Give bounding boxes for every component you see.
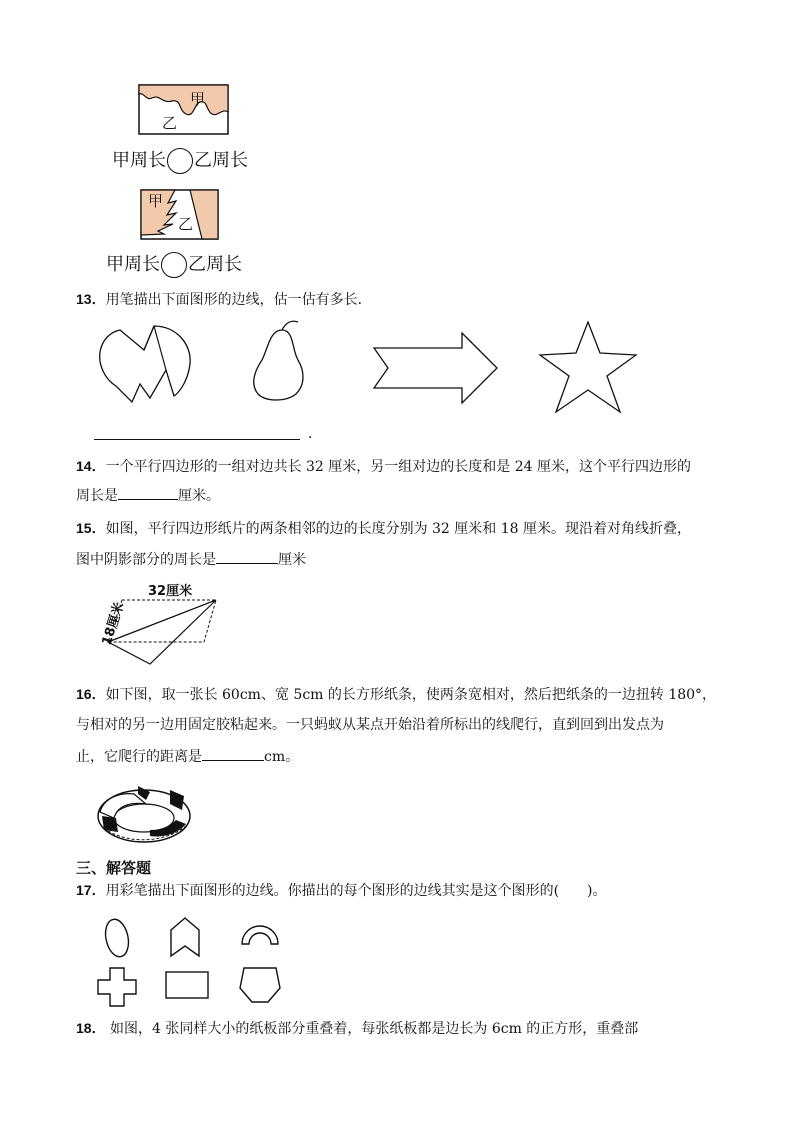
leaf-in-circle-shape: [94, 322, 198, 406]
question-16-line2: 与相对的另一边用固定胶粘起来。一只蚂蚁从某点开始沿着所标出的线爬行，直到回到出发点为: [76, 717, 664, 733]
pear-shape: [246, 318, 310, 402]
q14-line2-pre: 周长是: [76, 488, 118, 504]
mobius-strip-figure: [94, 778, 198, 848]
pentagon-shape: [238, 964, 282, 1004]
question-14-line2: [76, 485, 220, 506]
question-18: [76, 1018, 638, 1039]
question-15-line1: [76, 518, 691, 539]
q15-line1: 如图，平行四边形纸片的两条相邻的边的长度分别为 32 厘米和 18 厘米。现沿着对角线折叠，: [105, 521, 692, 537]
question-16-line3: [76, 746, 299, 767]
compare2-right: 乙周长: [188, 254, 242, 275]
compare2-circle[interactable]: [161, 252, 187, 278]
q16-line1: 如下图，取一张长 60cm、宽 5cm 的长方形纸条，使两条宽相对，然后把纸条的一边扭转 180°，: [105, 687, 717, 703]
q13-answer-line[interactable]: [94, 439, 300, 440]
question-16-line1: [76, 684, 716, 705]
question-13: [76, 289, 372, 310]
cross-shape: [96, 966, 138, 1008]
q18-number: 18．: [76, 1020, 106, 1036]
q13-text: 用笔描出下面图形的边线，估一估有多长．: [105, 292, 372, 308]
arrow-shape: [370, 330, 500, 406]
q15-answer-blank[interactable]: [216, 549, 278, 564]
figure-jia-yi-zigzag: [140, 189, 220, 241]
question-15-line2: [76, 549, 306, 570]
q14-number: 14．: [76, 458, 106, 474]
q17-text: 用彩笔描出下面图形的边线。你描出的每个图形的边线其实是这个图形的( )。: [105, 883, 607, 899]
fig1-label-jia: 甲: [190, 90, 206, 108]
compare1-circle[interactable]: [167, 148, 193, 174]
oval-shape: [102, 916, 132, 960]
fig1-label-yi: 乙: [162, 114, 178, 132]
q15-line2-post: 厘米: [278, 552, 306, 568]
figure-jia-yi-wavy: [138, 84, 230, 136]
compare1-left: 甲周长: [112, 150, 166, 171]
section-3-heading: 三、解答题: [76, 859, 152, 877]
fig2-label-jia: 甲: [148, 192, 164, 210]
q14-answer-blank[interactable]: [118, 485, 178, 500]
q16-line3-post: cm。: [264, 749, 300, 765]
half-ring-shape: [240, 920, 280, 946]
star-shape: [538, 320, 640, 416]
q15-fig-top-label: 32厘米: [148, 584, 193, 599]
q18-text: 如图，4 张同样大小的纸板部分重叠着，每张纸板都是边长为 6cm 的正方形，重叠部: [105, 1021, 639, 1037]
q17-number: 17．: [76, 882, 106, 898]
q15-number: 15．: [76, 520, 106, 536]
folded-parallelogram-figure: [94, 580, 230, 670]
question-14-line1: [76, 456, 691, 477]
question-17: [76, 880, 607, 901]
compare-row-2: [106, 250, 242, 278]
rectangle-shape: [164, 970, 210, 1000]
compare1-right: 乙周长: [194, 150, 248, 171]
q15-fig-side-label: 18厘米: [99, 600, 128, 648]
q15-line2-pre: 图中阴影部分的周长是: [76, 552, 216, 568]
chevron-shape: [168, 916, 202, 958]
fig2-label-yi: 乙: [178, 215, 194, 233]
q14-line1: 一个平行四边形的一组对边共长 32 厘米，另一组对边的长度和是 24 厘米，这个平行四边形的: [105, 459, 692, 475]
q16-line3-pre: 止，它爬行的距离是: [76, 749, 202, 765]
compare-row-1: [112, 146, 248, 174]
compare2-left: 甲周长: [106, 254, 160, 275]
q16-number: 16．: [76, 686, 106, 702]
q16-answer-blank[interactable]: [202, 746, 264, 761]
q13-number: 13．: [76, 291, 106, 307]
q14-line2-post: 厘米。: [178, 488, 220, 504]
q13-end-mark: ．: [308, 426, 322, 442]
